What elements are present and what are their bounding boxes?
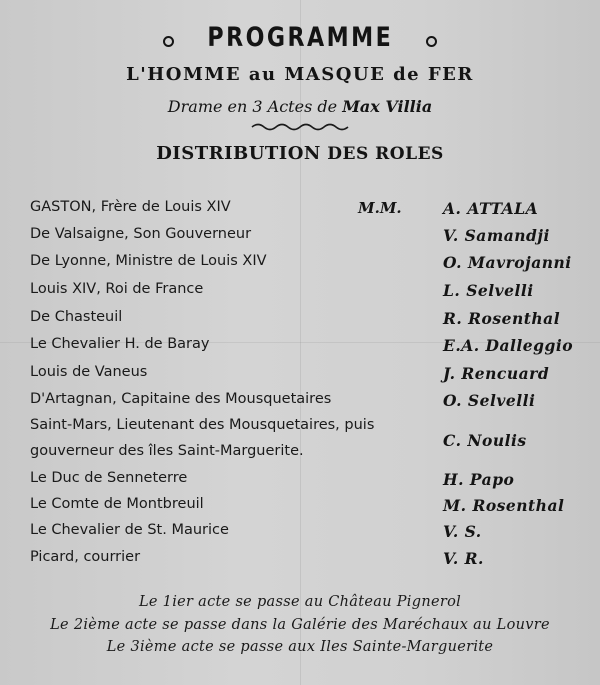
actor-name: H. Papo [443, 470, 515, 489]
act-3-note: Le 3ième acte se passe aux Iles Sainte-Marguerite [106, 639, 494, 655]
cast-row [0, 496, 600, 522]
actor-name: R. Rosenthal [443, 309, 561, 328]
author-name: Max Villia [342, 97, 433, 116]
role-name: De Valsaigne, Son Gouverneur [30, 226, 252, 242]
play-title: L'HOMME au MASQUE de FER [126, 64, 474, 85]
cast-row [0, 253, 600, 279]
role-name: D'Artagnan, Capitaine des Mousquetaires [30, 391, 332, 407]
role-name: Le Duc de Senneterre [30, 470, 188, 486]
role-name: Le Comte de Montbreuil [30, 496, 204, 512]
drame-prefix: Drame en 3 Actes de [167, 97, 338, 116]
cast-row [0, 391, 600, 417]
section-suffix: DES ROLES [327, 144, 444, 164]
actor-name: O. Mavrojanni [443, 253, 572, 272]
wave-divider-icon [250, 122, 350, 132]
actor-name: M. Rosenthal [443, 496, 565, 515]
cast-row [0, 470, 600, 496]
cast-row [0, 281, 600, 307]
mm-label: M.M. [358, 199, 402, 217]
role-name: Picard, courrier [30, 549, 141, 565]
actor-name: V. R. [443, 549, 484, 568]
actor-name: V. S. [443, 522, 482, 541]
ornament-dot-icon [426, 36, 437, 47]
act-1-note: Le 1ier acte se passe au Château Pignerol [138, 594, 462, 610]
ornament-dot-icon [163, 36, 174, 47]
role-name: GASTON, Frère de Louis XIV [30, 199, 231, 215]
section-heading [0, 143, 600, 164]
actor-name: A. ATTALA [443, 199, 539, 218]
cast-row [0, 522, 600, 548]
actor-name: O. Selvelli [443, 391, 536, 410]
actor-name: J. Rencuard [443, 364, 550, 383]
actor-name: E.A. Dalleggio [443, 336, 574, 355]
actor-name: C. Noulis [443, 431, 527, 450]
actor-name: V. Samandji [443, 226, 550, 245]
role-name: Saint-Mars, Lieutenant des Mousquetaires, puis [30, 417, 375, 433]
section-title: DISTRIBUTION [156, 143, 321, 164]
role-name: Louis XIV, Roi de France [30, 281, 204, 297]
actor-name: L. Selvelli [443, 281, 534, 300]
programme-title [0, 22, 600, 53]
cast-row [0, 336, 600, 362]
cast-row [0, 417, 600, 467]
role-name: Louis de Vaneus [30, 364, 148, 380]
role-name: De Chasteuil [30, 309, 123, 325]
cast-row [0, 364, 600, 390]
cast-row [0, 199, 600, 225]
cast-row [0, 226, 600, 252]
cast-row [0, 309, 600, 335]
role-name: De Lyonne, Ministre de Louis XIV [30, 253, 267, 269]
drame-line [0, 97, 600, 116]
role-name: Le Chevalier de St. Maurice [30, 522, 229, 538]
role-name-continued: gouverneur des îles Saint-Marguerite. [30, 443, 304, 459]
title-text: PROGRAMME [207, 22, 393, 53]
act-2-note: Le 2ième acte se passe dans la Galérie des Maréchaux au Louvre [50, 617, 550, 633]
cast-row [0, 549, 600, 575]
role-name: Le Chevalier H. de Baray [30, 336, 210, 352]
